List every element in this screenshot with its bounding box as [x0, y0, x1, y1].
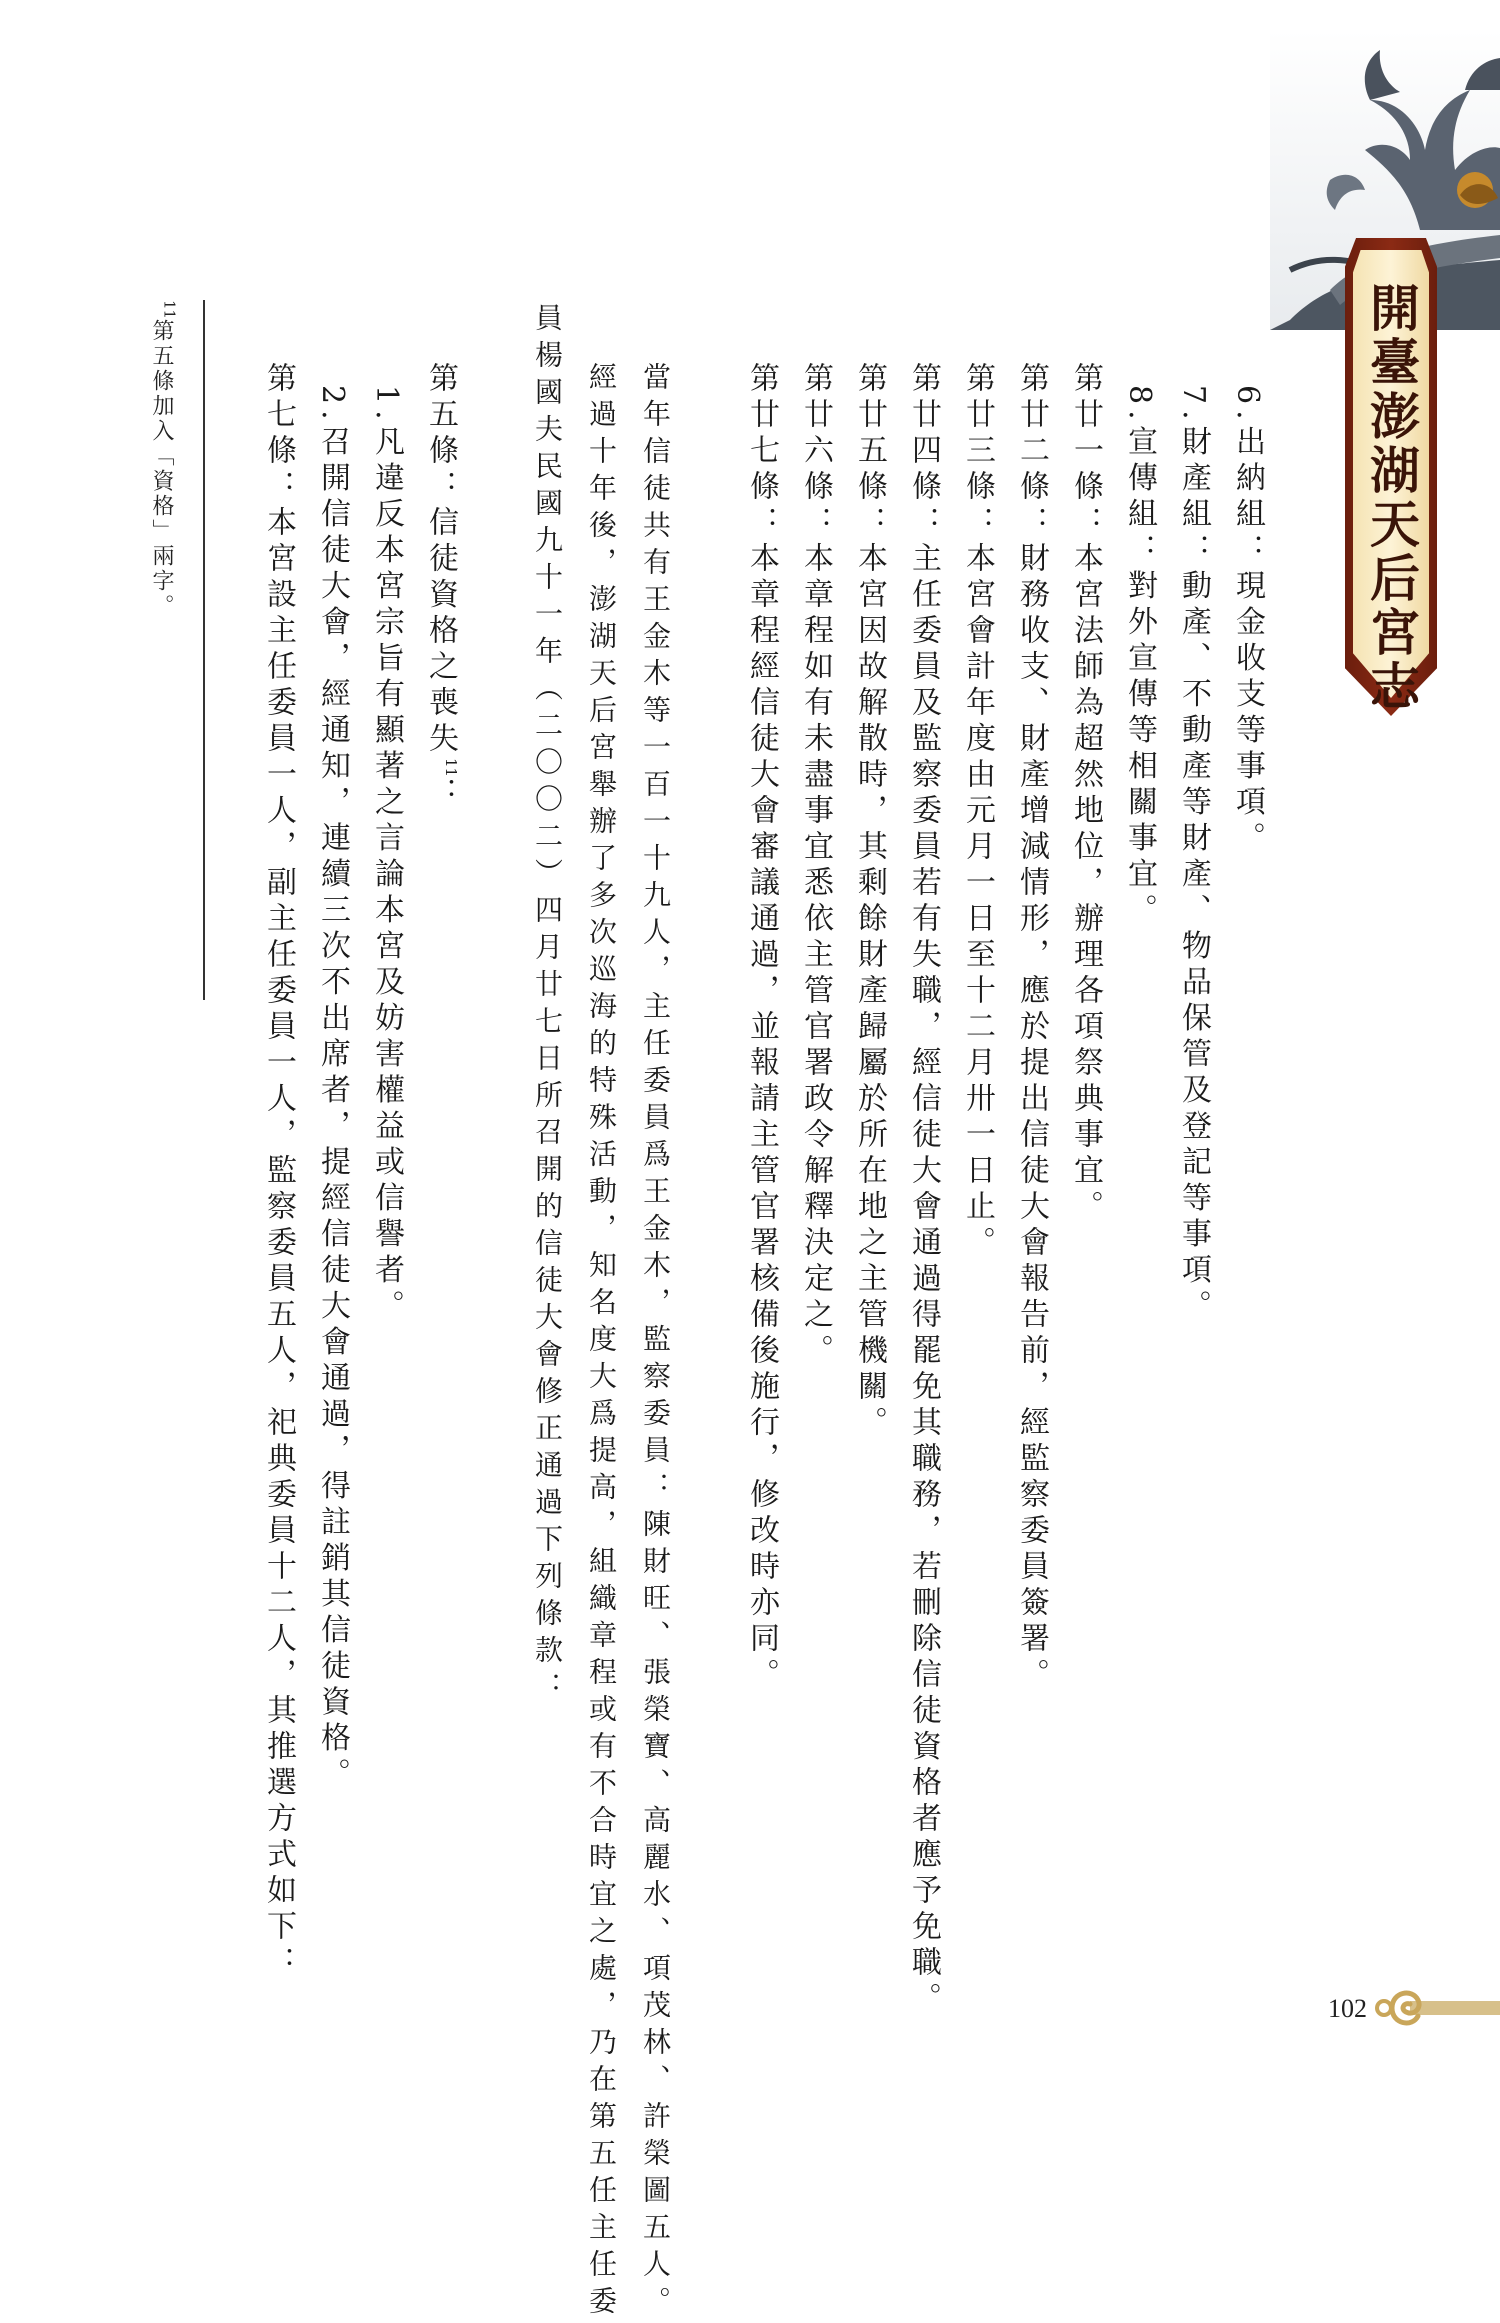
text-column: 7.財產組：動產、不動產等財產、物品保管及登記等事項。 — [1176, 385, 1211, 1326]
article-heading: 第五條：信徒資格之喪失 — [423, 362, 458, 758]
book-title: 開臺澎湖天后宮志 — [1362, 282, 1421, 714]
text-column: 6.出納組：現金收支等事項。 — [1230, 385, 1265, 858]
text-column: 第廿五條：本宮因故解散時，其剩餘財產歸屬於所在地之主管機關。 — [852, 362, 887, 1442]
text-column: 員楊國夫民國九十一年（二〇〇二）四月廿七日所召開的信徒大會修正通過下列條款： — [531, 303, 564, 1709]
text-column: 第廿七條：本章程經信徒大會審議通過，並報請主管官署核備後施行，修改時亦同。 — [744, 362, 779, 1694]
text-column: 第廿六條：本章程如有未盡事宜悉依主管官署政令解釋決定之。 — [798, 362, 833, 1370]
article-heading-colon: ： — [423, 777, 458, 814]
text-column: 第廿二條：財務收支、財產增減情形，應於提出信徒大會報告前，經監察委員簽署。 — [1014, 362, 1049, 1694]
page-number: 102 — [1328, 1994, 1367, 2023]
footnote-text: 第五條加入「資格」兩字。 — [149, 319, 174, 620]
footnote-number: 11 — [160, 300, 179, 320]
footnote — [146, 300, 178, 619]
text-column: 第廿三條：本宮會計年度由元月一日至十二月卅一日止。 — [960, 362, 995, 1262]
footnote-reference[interactable]: 11 — [442, 758, 460, 778]
text-column: 1.凡違反本宮宗旨有顯著之言論本宮及妨害權益或信譽者。 — [369, 385, 404, 1326]
text-column: 第廿四條：主任委員及監察委員若有失職，經信徒大會通過得罷免其職務，若刪除信徒資格者應予免職。 — [906, 362, 941, 2018]
text-column: 2.召開信徒大會，經通知，連續三次不出席者，提經信徒大會通過，得註銷其信徒資格。 — [315, 385, 350, 1794]
text-column — [413, 362, 478, 813]
cloud-scroll-ornament — [1370, 1980, 1500, 2036]
text-column: 經過十年後，澎湖天后宮舉辦了多次巡海的特殊活動，知名度大爲提高，組織章程或有不合時宜之處，乃在第五任主任委 — [585, 362, 618, 2323]
text-column: 當年信徒共有王金木等一百一十九人，主任委員爲王金木，監察委員：陳財旺、張榮寶、高麗水、項茂林、許榮圖五人。 — [639, 362, 672, 2323]
text-column: 第廿一條：本宮法師為超然地位，辦理各項祭典事宜。 — [1068, 362, 1103, 1226]
footnote-divider — [203, 300, 205, 1000]
text-column: 8.宣傳組：對外宣傳等相關事宜。 — [1122, 385, 1157, 930]
text-column: 第七條：本宮設主任委員一人，副主任委員一人，監察委員五人，祀典委員十二人，其推選方式如下： — [261, 362, 296, 1982]
